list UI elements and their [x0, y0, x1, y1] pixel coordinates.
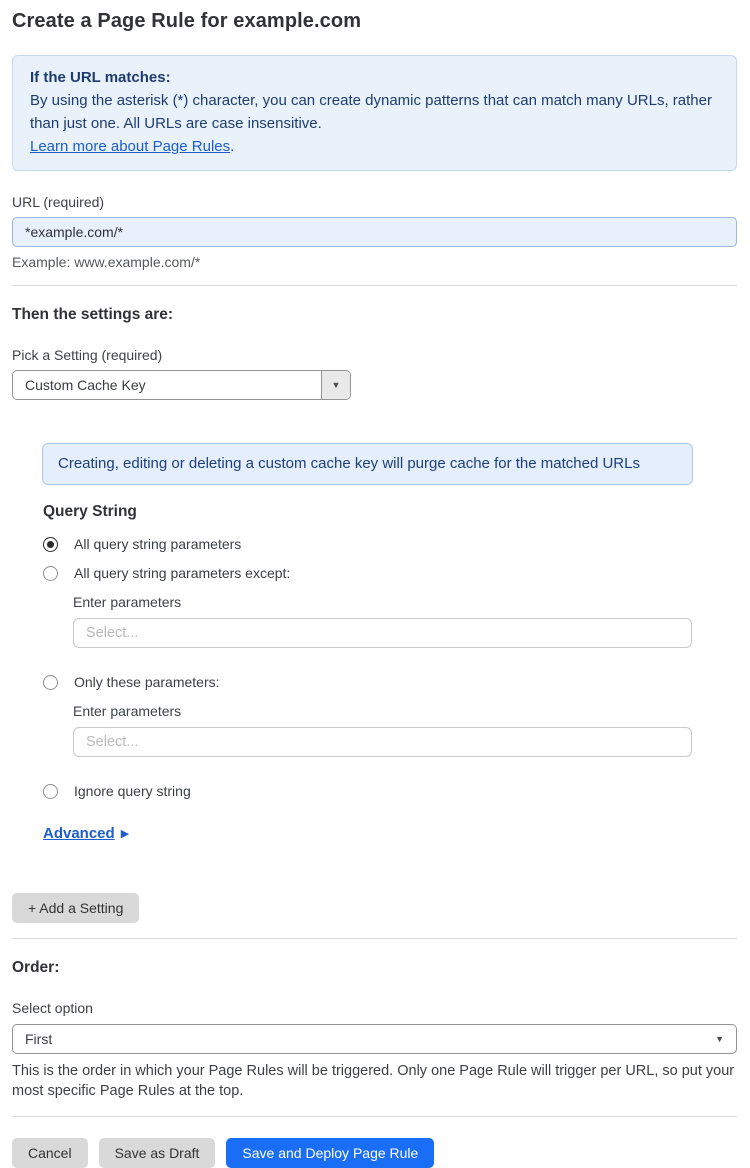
cancel-button[interactable]: Cancel — [12, 1138, 88, 1168]
only-params-select-input[interactable] — [73, 727, 692, 757]
only-params-label: Enter parameters — [73, 703, 182, 719]
radio-label-all-params[interactable]: All query string parameters — [74, 536, 242, 552]
radio-label-only-params[interactable]: Only these parameters: — [74, 674, 220, 690]
setting-select-caret-button[interactable] — [321, 371, 350, 399]
pick-setting-label: Pick a Setting (required) — [12, 347, 163, 363]
info-box-heading: If the URL matches: — [30, 69, 171, 86]
only-params-sub-block — [73, 703, 692, 757]
divider — [12, 938, 737, 939]
radio-button-all-params-except[interactable] — [43, 566, 58, 581]
chevron-down-icon: ▼ — [715, 1033, 724, 1044]
query-string-section — [43, 503, 737, 842]
advanced-arrow-icon: ▶ — [120, 828, 130, 840]
info-box-link-line — [30, 135, 719, 158]
radio-row-ignore-query[interactable] — [43, 783, 737, 799]
radio-button-only-params[interactable] — [43, 675, 58, 690]
save-as-draft-button[interactable]: Save as Draft — [99, 1138, 216, 1168]
add-setting-button[interactable]: + Add a Setting — [12, 893, 139, 923]
radio-row-all-params[interactable] — [43, 536, 737, 552]
url-match-info-box — [12, 55, 737, 171]
except-params-sub-block — [73, 594, 692, 648]
radio-label-ignore-query[interactable]: Ignore query string — [74, 783, 191, 799]
footer-actions — [12, 1138, 737, 1168]
chevron-down-icon: ▼ — [331, 379, 341, 390]
order-heading: Order: — [12, 959, 60, 976]
except-params-label: Enter parameters — [73, 594, 182, 610]
divider — [12, 1116, 737, 1117]
advanced-link[interactable]: Advanced — [43, 825, 115, 842]
radio-button-ignore-query[interactable] — [43, 784, 58, 799]
page-title: Create a Page Rule for example.com — [12, 10, 362, 32]
radio-row-only-params[interactable] — [43, 674, 737, 690]
setting-select-value: Custom Cache Key — [25, 377, 146, 393]
radio-button-all-params[interactable] — [43, 537, 58, 552]
url-label: URL (required) — [12, 194, 105, 210]
info-box-body: By using the asterisk (*) character, you can create dynamic patterns that can match many URLs, rather than just one. All URLs are case insensitive. — [30, 92, 712, 132]
order-select[interactable] — [12, 1024, 737, 1054]
cache-purge-alert: Creating, editing or deleting a custom cache key will purge cache for the matched URLs — [42, 443, 693, 485]
setting-select[interactable] — [12, 370, 351, 400]
order-select-value: First — [25, 1031, 53, 1047]
link-suffix: . — [230, 138, 235, 155]
query-string-radio-group — [43, 536, 737, 799]
radio-row-all-params-except[interactable] — [43, 565, 737, 581]
order-help-text: This is the order in which your Page Rules will be triggered. Only one Page Rule will trigger per URL, so put your most specific Page Rules at the top. — [12, 1063, 735, 1099]
url-example-text: Example: www.example.com/* — [12, 254, 201, 270]
learn-more-link[interactable]: Learn more about Page Rules — [30, 138, 231, 155]
radio-label-all-params-except[interactable]: All query string parameters except: — [74, 565, 291, 581]
divider — [12, 285, 737, 286]
except-params-select-input[interactable] — [73, 618, 692, 648]
save-and-deploy-button[interactable]: Save and Deploy Page Rule — [226, 1138, 434, 1168]
url-input[interactable] — [12, 217, 737, 247]
query-string-heading: Query String — [43, 503, 137, 520]
advanced-row — [43, 825, 737, 842]
order-select-label: Select option — [12, 1000, 93, 1016]
settings-heading: Then the settings are: — [12, 306, 174, 323]
